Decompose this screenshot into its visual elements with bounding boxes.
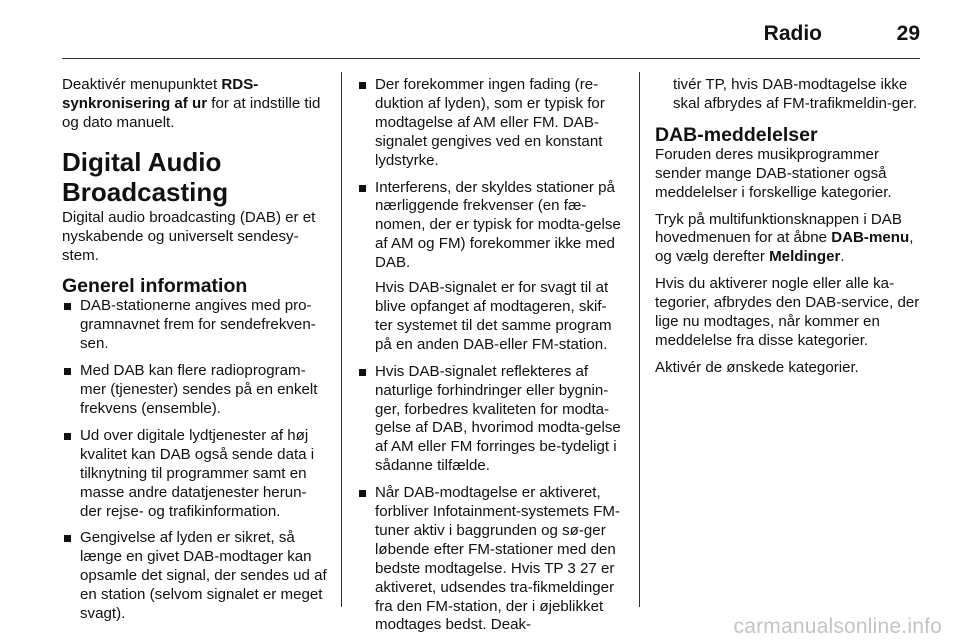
section-title: Radio bbox=[763, 22, 822, 45]
column-middle bbox=[357, 76, 622, 643]
menu-item-dab-menu: DAB-menu bbox=[831, 229, 910, 247]
instruction-paragraph: Tryk på multifunktionsknappen i DAB hovedmenuen for at åbne DAB-menu, og vælg derefter Meldinger. bbox=[655, 210, 914, 266]
dab-intro-paragraph: Digital audio broadcasting (DAB) er et nyskabende og universelt sendesy-stem. bbox=[62, 208, 316, 264]
dab-announcements-paragraph: Foruden deres musikprogrammer sender mange DAB-stationer også meddelelser i forskellige kategorier. bbox=[655, 145, 892, 201]
bullet-square-icon bbox=[64, 433, 71, 440]
categories-paragraph: Hvis du aktiverer nogle eller alle ka-tegorier, afbrydes den DAB-service, der lige nu modtages, når kommer en meddelelse fra disse kategorier. bbox=[655, 275, 920, 349]
column-left bbox=[62, 76, 327, 632]
heading-generel-information: Generel information bbox=[62, 275, 248, 298]
bullet-square-icon bbox=[64, 303, 71, 310]
continued-list-text: tivér TP, hvis DAB-modtagelse ikke skal afbrydes af FM-trafikmeldin-ger. bbox=[673, 76, 918, 112]
page-ref-triangle-icon: 3 bbox=[567, 559, 576, 577]
list-item: Gengivelse af lyden er sikret, så længe en givet DAB-modtager kan opsamle det signal, der sendes ud af en station (selvom signalet er meget svagt). bbox=[62, 529, 327, 624]
watermark-text: carmanualsonline.info bbox=[733, 615, 942, 638]
bullet-square-icon bbox=[359, 185, 366, 192]
bullet-square-icon bbox=[64, 535, 71, 542]
column-divider-left bbox=[341, 72, 342, 607]
intro-paragraph: Deaktivér menupunktet RDS-synkronisering af ur for at indstille tid og dato manuelt. bbox=[62, 76, 321, 131]
page-reference-link[interactable]: 3 27 er aktiveret, udsendes tra-fikmeldinger fra den FM-station, der i øjeblikket modtages bedst. Deak- bbox=[375, 559, 615, 634]
heading-dab-meddelelser: DAB-meddelelser bbox=[655, 123, 818, 146]
list-item: Ud over digitale lydtjenester af høj kvalitet kan DAB også sende data i tilknytning til programmer samt en masse andre datatjenester herun-der rejse- og trafikinformation. bbox=[62, 427, 327, 522]
page-number: 29 bbox=[896, 22, 920, 45]
activate-categories-paragraph: Aktivér de ønskede kategorier. bbox=[655, 358, 859, 376]
list-item-continuation: Hvis DAB-signalet er for svagt til at blive opfanget af modtageren, skif-ter systemet til det samme program på en anden DAB-eller FM-station. bbox=[375, 279, 612, 353]
bullet-square-icon bbox=[359, 369, 366, 376]
list-item: Der forekommer ingen fading (re-duktion af lyden), som er typisk for modtagelse af AM eller FM. DAB-signalet gengives ved en konstant lydstyrke. bbox=[357, 76, 622, 171]
bullet-square-icon bbox=[359, 82, 366, 89]
page-header bbox=[62, 18, 920, 59]
column-divider-right bbox=[639, 72, 640, 607]
list-item: Hvis DAB-signalet reflekteres af naturlige forhindringer eller bygnin-ger, forbedres kvaliteten for modta-gelse af DAB, hvorimod modta-gelse af AM eller FM forringes be-tydeligt i sådanne tilfælde. bbox=[357, 363, 622, 476]
menu-item-meldinger: Meldinger bbox=[769, 248, 841, 266]
list-item: DAB-stationerne angives med pro-gramnavnet frem for sendefrekven-sen. bbox=[62, 297, 327, 354]
bullet-square-icon bbox=[359, 490, 366, 497]
list-item: Interferens, der skyldes stationer på nærliggende frekvenser (en fæ-nomen, der er typisk for modta-gelse af AM og FM) forekommer ikke med DAB. Hvis DAB-signalet er for svagt til at blive opfanget af modtageren, skif-ter systemet til det samme program på en anden DAB-eller FM-station. bbox=[357, 179, 622, 355]
bullet-square-icon bbox=[64, 368, 71, 375]
heading-digital-audio-broadcasting: Digital Audio Broadcasting bbox=[62, 146, 229, 207]
list-item: Med DAB kan flere radioprogram-mer (tjenester) sendes på en enkelt frekvens (ensemble). bbox=[62, 362, 327, 419]
menu-item-rds-sync: RDS-synkronisering af ur bbox=[62, 76, 259, 112]
list-item: Når DAB-modtagelse er aktiveret, forbliver Infotainment-systemets FM-tuner aktiv i baggrunden og sø-ger løbende efter FM-stationer med den bedste modtagelse. Hvis TP 3 27 er aktiveret, udsendes tra-fikmeldinger fra den FM-station, der i øjeblikket modtages bedst. Deak- bbox=[357, 484, 622, 635]
column-right bbox=[655, 76, 922, 386]
